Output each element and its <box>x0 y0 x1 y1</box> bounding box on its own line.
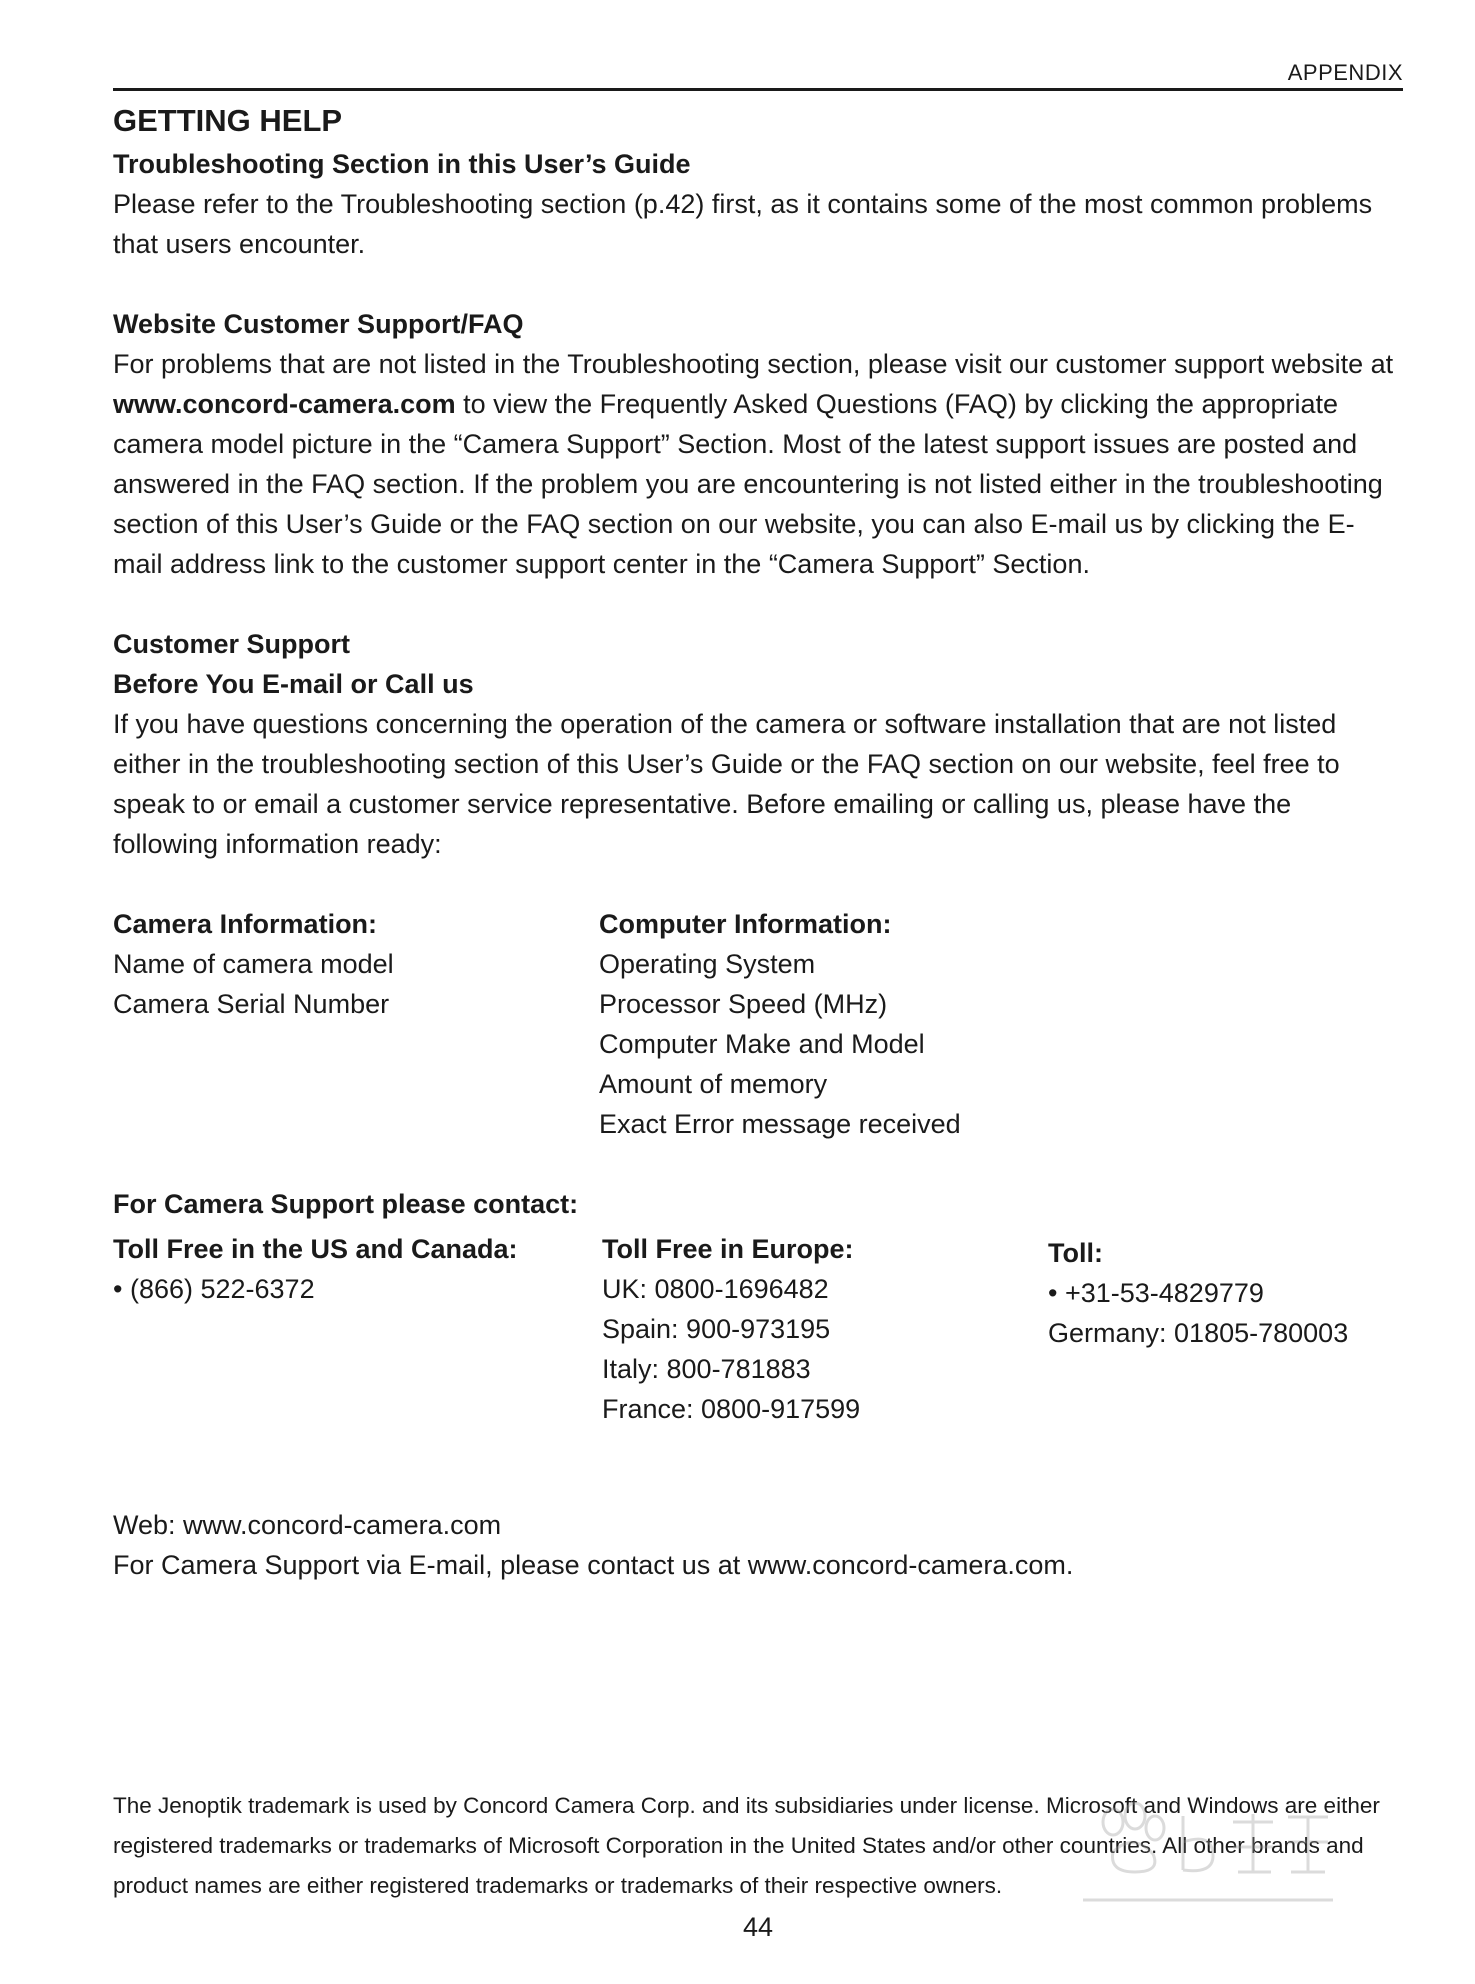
europe-heading: Toll Free in Europe: <box>602 1234 854 1264</box>
toll-column <box>1048 1229 1388 1429</box>
section-label: APPENDIX <box>1287 60 1403 85</box>
website-support-heading: Website Customer Support/FAQ <box>113 309 524 339</box>
computer-info-item: Processor Speed (MHz) <box>599 989 888 1019</box>
customer-support-body: If you have questions concerning the operation of the camera or software installation that are not listed either in the troubleshooting section of this User’s Guide or the FAQ section on our website, feel free to speak to or email a customer service representative. Before emailing or calling us, please have the following information ready: <box>113 709 1340 859</box>
website-support-body <box>113 344 1403 584</box>
troubleshooting-body: Please refer to the Troubleshooting section (p.42) first, as it contains some of the most common problems that users encounter. <box>113 189 1373 259</box>
computer-info-item: Exact Error message received <box>599 1109 961 1139</box>
baidu-watermark <box>1073 1792 1343 1922</box>
header-rule <box>113 88 1403 91</box>
toll-phone: • +31-53-4829779 <box>1048 1278 1264 1308</box>
computer-info-heading: Computer Information: <box>599 909 892 939</box>
europe-phone: UK: 0800-1696482 <box>602 1274 829 1304</box>
trademark-note: The Jenoptik trademark is used by Concord Camera Corp. and its subsidiaries under license. Microsoft and Windows are either registered trademarks or trademarks of Microsoft Corporation in the United States and/or other countries. All other brands and product names are either registered trademarks or trademarks of their respective owners. <box>113 1793 1380 1898</box>
website-link[interactable]: www.concord-camera.com <box>113 389 456 419</box>
document-page <box>113 0 1403 1984</box>
computer-info-item: Amount of memory <box>599 1069 828 1099</box>
email-support-line: For Camera Support via E-mail, please contact us at www.concord-camera.com. <box>113 1550 1074 1580</box>
europe-column <box>602 1229 1048 1429</box>
before-you-email-heading: Before You E-mail or Call us <box>113 669 474 699</box>
camera-info-heading: Camera Information: <box>113 909 378 939</box>
toll-phone: Germany: 01805-780003 <box>1048 1318 1349 1348</box>
europe-phone: Spain: 900-973195 <box>602 1314 831 1344</box>
website-support-text-2: to view the Frequently Asked Questions (FAQ) by clicking the appropriate camera model picture in the “Camera Support” Section. Most of the latest support issues are posted and answered in the FAQ section. If the problem you are encountering is not listed either in the troubleshooting section of this User’s Guide or the FAQ section on our website, you can also E-mail us by clicking the E-mail address link to the customer support center in the “Camera Support” Section. <box>113 389 1383 579</box>
europe-phone: Italy: 800-781883 <box>602 1354 811 1384</box>
main-content <box>113 98 1403 1585</box>
website-support-text-1: For problems that are not listed in the Troubleshooting section, please visit our customer support website at <box>113 349 1394 379</box>
camera-info-item: Name of camera model <box>113 949 394 979</box>
camera-info-item: Camera Serial Number <box>113 989 390 1019</box>
troubleshooting-heading: Troubleshooting Section in this User’s Guide <box>113 149 691 179</box>
contact-columns <box>113 1229 1403 1429</box>
customer-support-heading: Customer Support <box>113 629 351 659</box>
us-canada-heading: Toll Free in the US and Canada: <box>113 1234 518 1264</box>
page-number: 44 <box>742 1912 774 1942</box>
us-canada-column <box>113 1229 602 1429</box>
computer-info-item: Computer Make and Model <box>599 1029 925 1059</box>
computer-info-column <box>599 904 1199 1144</box>
camera-info-column <box>113 904 599 1144</box>
info-columns <box>113 904 1403 1144</box>
toll-heading: Toll: <box>1048 1238 1103 1268</box>
computer-info-item: Operating System <box>599 949 816 979</box>
contact-heading: For Camera Support please contact: <box>113 1189 579 1219</box>
web-line: Web: www.concord-camera.com <box>113 1510 502 1540</box>
us-canada-phone: • (866) 522-6372 <box>113 1274 315 1304</box>
page-title: GETTING HELP <box>113 103 343 138</box>
europe-phone: France: 0800-917599 <box>602 1394 861 1424</box>
